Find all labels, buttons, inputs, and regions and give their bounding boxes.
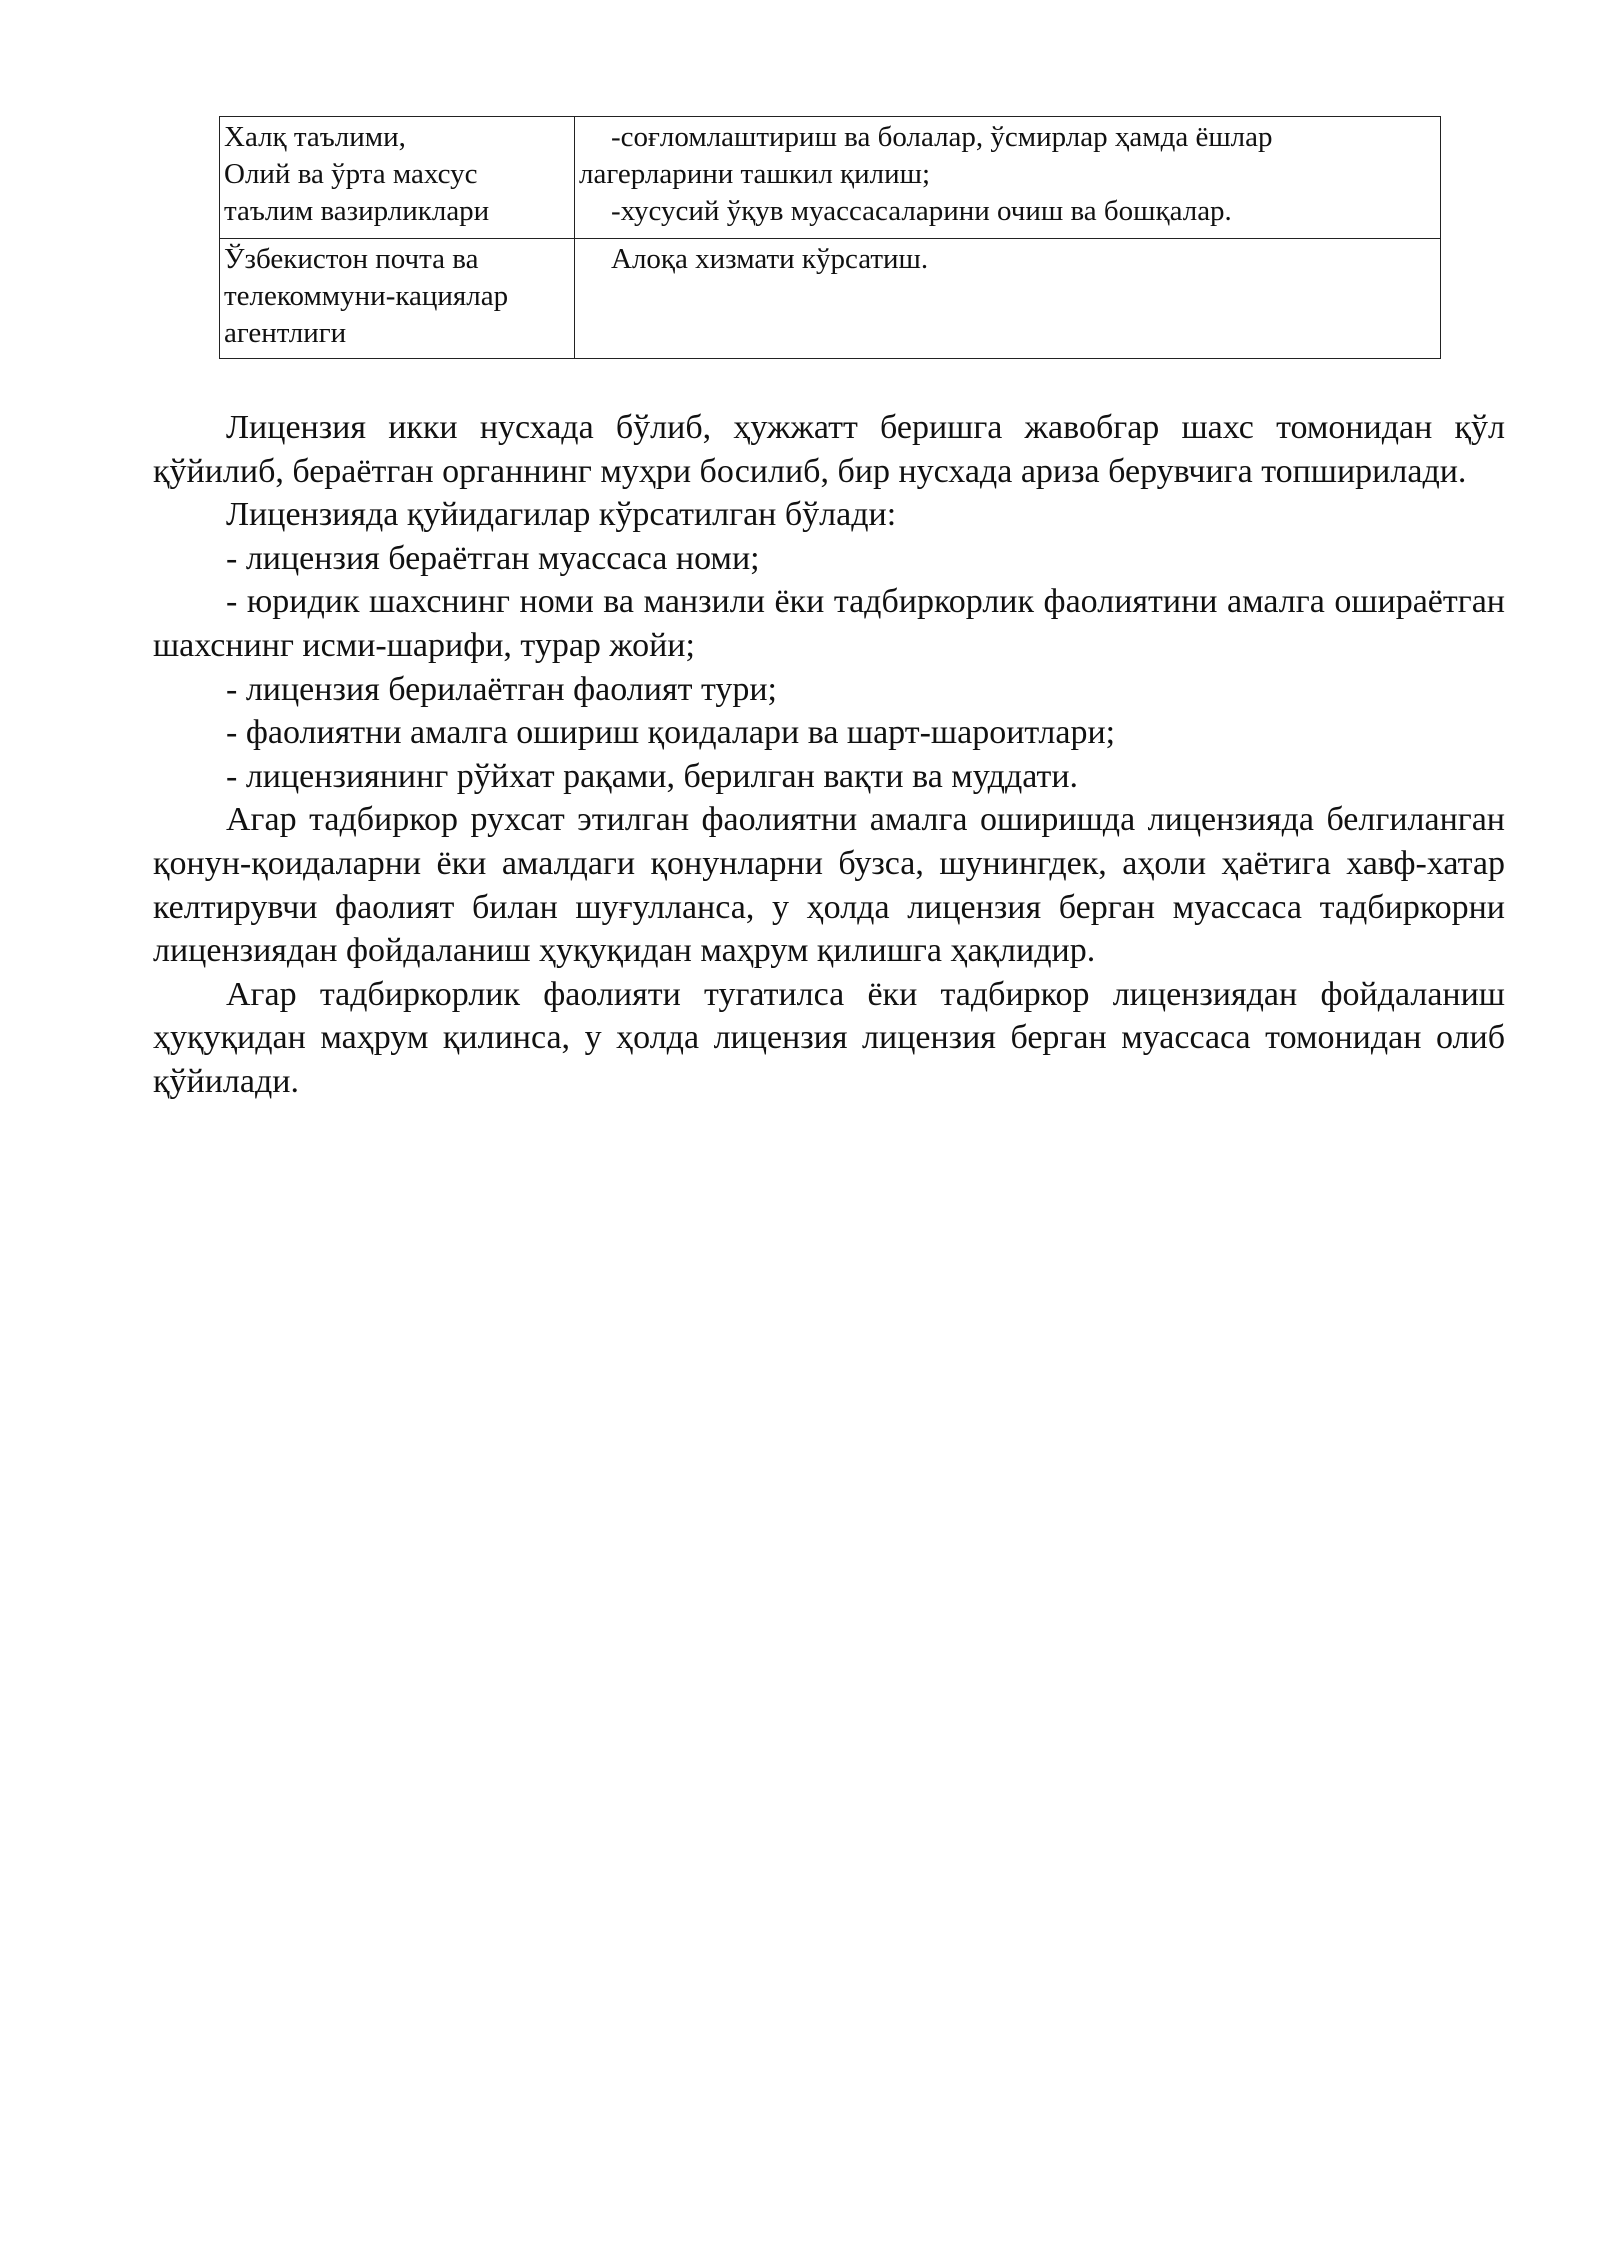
paragraph-license-revocation: Агар тадбиркор рухсат этилган фаолиятни амалга оширишда лицензияда белгиланган қонун-қоидаларни ёки амалдаги қонунларни бузса, шунингдек, аҳоли ҳаётига хавф-хатар келтирувчи фаолият билан шуғулланса, у ҳолда лицензия берган муассаса тадбиркорни лицензиядан фойдаланиш ҳуқуқидан маҳрум қилишга ҳақлидир. — [153, 801, 1505, 970]
paragraph-license-contents-intro: Лицензияда қуйидагилар кўрсатилган бўлади: — [226, 496, 897, 534]
table-row — [220, 239, 1441, 359]
list-item: - фаолиятни амалга ошириш қоидалари ва шарт-шароитлари; — [226, 714, 1116, 752]
paragraph-license-withdrawal: Агар тадбиркорлик фаолияти тугатилса ёки тадбиркор лицензиядан фойдаланиш ҳуқуқидан маҳрум қилинса, у ҳолда лицензия лицензия берган муассаса томонидан олиб қўйилади. — [153, 975, 1505, 1100]
cell-text-line: телекоммуни-кациялар — [224, 280, 509, 312]
activity-cell — [575, 117, 1441, 239]
list-item: - лицензиянинг рўйхат рақами, берилган вақти ва муддати. — [226, 757, 1079, 795]
table-row — [220, 117, 1441, 239]
list-item: - лицензия берилаётган фаолият тури; — [226, 670, 777, 708]
cell-text-line: Халқ таълими, — [224, 121, 406, 153]
cell-text-line: лагерларини ташкил қилиш; — [579, 158, 931, 190]
document-body — [153, 406, 1505, 1104]
cell-text-line: таълим вазирликлари — [224, 195, 490, 227]
cell-text-line: -соғломлаштириш ва болалар, ўсмирлар ҳамда ёшлар — [611, 121, 1273, 153]
agency-name-cell — [220, 117, 575, 239]
list-item: - лицензия бераётган муассаса номи; — [226, 539, 760, 577]
cell-text-line: агентлиги — [224, 317, 347, 349]
cell-text-line: -хусусий ўқув муассасаларини очиш ва бошқалар. — [611, 195, 1232, 227]
list-item: - юридик шахснинг номи ва манзили ёки тадбиркорлик фаолиятини амалга ошираётган шахснинг исми-шарифи, турар жойи; — [153, 583, 1505, 664]
cell-text-line: Олий ва ўрта махсус — [224, 158, 478, 190]
activity-cell — [575, 239, 1441, 359]
cell-text-line: Алоқа хизмати кўрсатиш. — [611, 243, 929, 275]
paragraph-license-copies: Лицензия икки нусхада бўлиб, ҳужжатт беришга жавобгар шахс томонидан қўл қўйилиб, бераётган органнинг муҳри босилиб, бир нусхада ариза берувчига топширилади. — [153, 409, 1505, 490]
cell-text-line: Ўзбекистон почта ва — [224, 243, 479, 275]
agencies-table — [219, 116, 1441, 359]
agency-name-cell — [220, 239, 575, 359]
